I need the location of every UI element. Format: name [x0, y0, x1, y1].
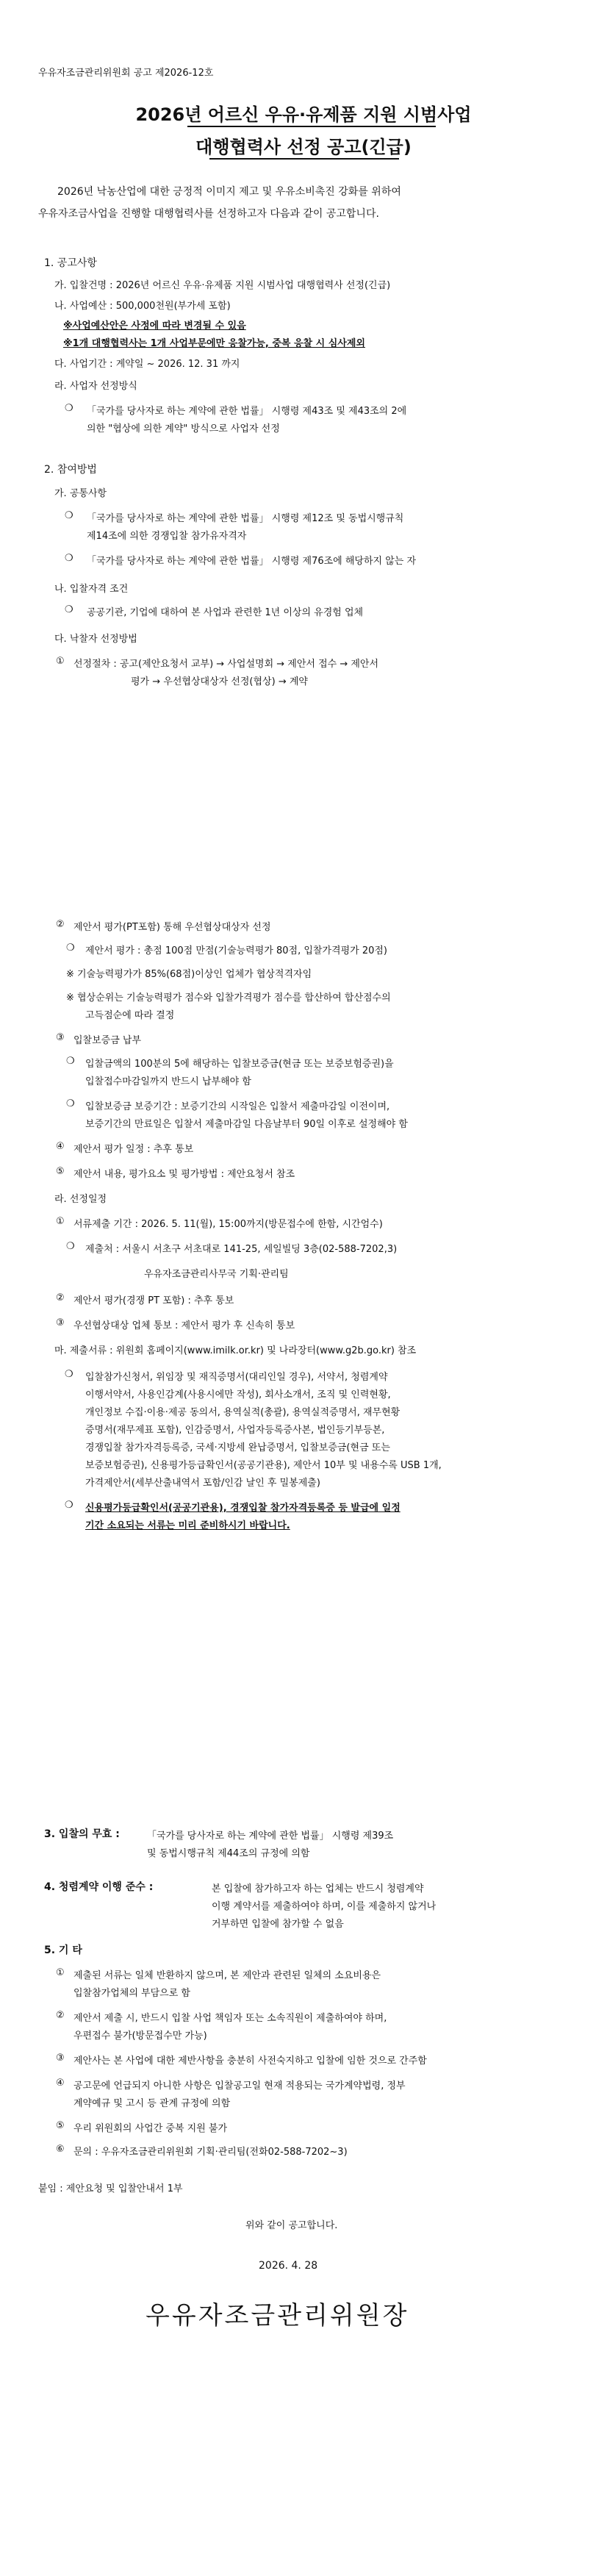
sec2-ra-2: 제안서 평가(경쟁 PT 포함) : 추후 통보 — [73, 1295, 234, 1306]
circle-4-icon: ④ — [56, 2078, 65, 2089]
circle-5-icon: ⑤ — [56, 2120, 65, 2131]
sec2-ma-item-1-line-6: 보증보험증권), 신용평가등급확인서(공공기관용), 제안서 10부 및 내용수록 USB 1개, — [85, 1460, 442, 1471]
sec2-ma-item-2b: 기간 소요되는 서류는 미리 준비하시기 바랍니다. — [85, 1520, 290, 1531]
sec5-item-2a: 제안서 제출 시, 반드시 입찰 사업 책임자 또는 소속직원이 제출하여야 하며, — [73, 2013, 387, 2024]
sec2-ga-item-1b: 제14조에 의한 경쟁입찰 참가유자격자 — [87, 531, 247, 542]
sec2-ra: 라. 선정일정 — [54, 1194, 107, 1205]
sec2-ra-1-item-2: 우유자조금관리사무국 기획·관리팀 — [144, 1269, 289, 1280]
issue-date: 2026. 4. 28 — [259, 2260, 318, 2272]
hollow-bullet-icon: ❍ — [65, 403, 73, 414]
sec2-ga-item-2: 「국가를 당사자로 하는 계약에 관한 법률」 시행령 제76조에 해당하지 않는 자 — [87, 556, 417, 567]
notice-number: 우유자조금관리위원회 공고 제2026-12호 — [38, 68, 214, 79]
sec2-da-4: 제안서 평가 일정 : 추후 통보 — [73, 1144, 194, 1155]
section-4-text-2: 이행 계약서를 제출하여야 하며, 이를 제출하지 않거나 — [212, 1901, 437, 1912]
sec5-item-6: 문의 : 우유자조금관리위원회 기획·관리팀(전화02-588-7202~3) — [73, 2147, 348, 2158]
title-underline-1 — [187, 126, 436, 127]
sec2-da-1b: 평가 → 우선협상대상자 선정(협상) → 계약 — [131, 676, 308, 687]
hollow-bullet-icon: ❍ — [66, 942, 75, 954]
hollow-bullet-icon: ❍ — [65, 1500, 73, 1511]
intro-line-2: 우유자조금사업을 진행할 대행협력사를 선정하고자 다음과 같이 공고합니다. — [38, 208, 379, 220]
sec2-da-3-item-2b: 보증기간의 만료일은 입찰서 제출마감일 다음날부터 90일 이후로 설정해야 함 — [85, 1119, 408, 1130]
sec2-da-3-item-1a: 입찰금액의 100분의 5에 해당하는 입찰보증금(현금 또는 보증보험증권)을 — [85, 1059, 394, 1070]
section-1-heading: 1. 공고사항 — [44, 257, 97, 269]
section-5-heading: 5. 기 타 — [44, 1944, 82, 1956]
sec2-ra-1: 서류제출 기간 : 2026. 5. 11(월), 15:00까지(방문접수에 한함, 시간엄수) — [73, 1219, 383, 1230]
hollow-bullet-icon: ❍ — [66, 1056, 75, 1067]
section-4-text-1: 본 입찰에 참가하고자 하는 업체는 반드시 청렴계약 — [212, 1883, 424, 1895]
circle-2-icon: ② — [56, 2010, 65, 2021]
sec2-na: 나. 입찰자격 조건 — [54, 584, 129, 595]
sec1-na: 나. 사업예산 : 500,000천원(부가세 포함) — [54, 301, 231, 312]
circle-5-icon: ⑤ — [56, 1166, 65, 1177]
sec2-ma-item-2a: 신용평가등급확인서(공공기관용), 경쟁입찰 참가자격등록증 등 발급에 일정 — [85, 1503, 401, 1514]
section-4-text-3: 거부하면 입찰에 참가할 수 없음 — [212, 1919, 344, 1930]
sec2-ga: 가. 공통사항 — [54, 488, 107, 499]
sec1-ra-item-2: 의한 "협상에 의한 계약" 방식으로 사업자 선정 — [87, 423, 280, 434]
closing-text: 위와 같이 공고합니다. — [245, 2220, 338, 2231]
sec2-da-1a: 선정절차 : 공고(제안요청서 교부) → 사업설명회 → 제안서 접수 → 제안서 — [73, 659, 379, 670]
title-line-2: 대행협력사 선정 공고(긴급) — [195, 137, 412, 157]
hollow-bullet-icon: ❍ — [65, 510, 73, 521]
hollow-bullet-icon: ❍ — [65, 1369, 73, 1380]
sec2-da-2-item: 제안서 평가 : 총점 100점 만점(기술능력평가 80점, 입찰가격평가 20점) — [85, 945, 388, 956]
sec2-da-2: 제안서 평가(PT포함) 통해 우선협상대상자 선정 — [73, 922, 271, 933]
sec2-ma-item-1-line-7: 가격제안서(세부산출내역서 포함/인감 날인 후 밀봉제출) — [85, 1478, 320, 1489]
sec2-da-2-note-2b: 고득점순에 따라 결정 — [85, 1010, 175, 1021]
sec5-item-4a: 공고문에 언급되지 아니한 사항은 입찰공고일 현재 적용되는 국가계약법령, 정부 — [73, 2081, 406, 2092]
section-4-label: 4. 청렴계약 이행 준수 : — [44, 1881, 154, 1893]
sec2-ra-3: 우선협상대상 업체 통보 : 제안서 평가 후 신속히 통보 — [73, 1320, 295, 1331]
sec5-item-3: 제안사는 본 사업에 대한 제반사항을 충분히 사전숙지하고 입찰에 임한 것으로 간주함 — [73, 2056, 427, 2067]
sec2-da-3: 입찰보증금 납부 — [73, 1035, 142, 1046]
attachment-note: 붙임 : 제안요청 및 입찰안내서 1부 — [38, 2183, 183, 2194]
sec2-da-2-note-2a: ※ 협상순위는 기술능력평가 점수와 입찰가격평가 점수를 합산하여 합산점수의 — [66, 992, 391, 1003]
title-line-1: 2026년 어르신 우유·유제품 지원 시범사업 — [135, 104, 472, 125]
circle-3-icon: ③ — [56, 1317, 65, 1328]
sec2-ma-item-1-line-2: 이행서약서, 사용인감계(사용시에만 작성), 회사소개서, 조직 및 인력현황, — [85, 1389, 391, 1400]
circle-1-icon: ① — [56, 1967, 65, 1978]
issuer-name: 우유자조금관리위원장 — [146, 2301, 409, 2330]
sec5-item-4b: 계약예규 및 고시 등 관계 규정에 의함 — [73, 2098, 231, 2109]
section-3-text-2: 및 동법시행규칙 제44조의 규정에 의함 — [147, 1848, 310, 1859]
sec2-da-3-item-2a: 입찰보증금 보증기간 : 보증기간의 시작일은 입찰서 제출마감일 이전이며, — [85, 1101, 390, 1112]
sec5-item-1a: 제출된 서류는 일체 반환하지 않으며, 본 제안과 관련된 일체의 소요비용은 — [73, 1970, 381, 1981]
hollow-bullet-icon: ❍ — [66, 1098, 75, 1109]
hollow-bullet-icon: ❍ — [66, 1241, 75, 1252]
section-2-heading: 2. 참여방법 — [44, 464, 97, 476]
circle-1-icon: ① — [56, 1216, 65, 1227]
sec1-da: 다. 사업기간 : 계약일 ~ 2026. 12. 31 까지 — [54, 359, 240, 370]
section-3-label: 3. 입찰의 무효 : — [44, 1828, 120, 1840]
intro-line-1: 2026년 낙농산업에 대한 긍정적 이미지 제고 및 우유소비촉진 강화를 위하여 — [57, 186, 401, 198]
sec2-da-5: 제안서 내용, 평가요소 및 평가방법 : 제안요청서 참조 — [73, 1169, 295, 1180]
circle-2-icon: ② — [56, 919, 65, 930]
sec2-ma-item-1-line-3: 개인정보 수집·이용·제공 동의서, 용역실적(총괄), 용역실적증명서, 재무현황 — [85, 1407, 401, 1418]
sec1-note-1: ※사업예산안은 사정에 따라 변경될 수 있음 — [63, 321, 246, 332]
sec1-note-2: ※1개 대행협력사는 1개 사업부문에만 응찰가능, 중복 응찰 시 심사제외 — [63, 338, 365, 349]
hollow-bullet-icon: ❍ — [65, 604, 73, 615]
sec2-ma: 마. 제출서류 : 위원회 홈페이지(www.imilk.or.kr) 및 나라장터(www.g2b.go.kr) 참조 — [54, 1345, 417, 1356]
circle-3-icon: ③ — [56, 2053, 65, 2064]
sec2-da-3-item-1b: 입찰접수마감일까지 반드시 납부해야 함 — [85, 1076, 251, 1087]
circle-2-icon: ② — [56, 1292, 65, 1303]
sec2-ga-item-1a: 「국가를 당사자로 하는 계약에 관한 법률」 시행령 제12조 및 동법시행규칙 — [87, 513, 404, 524]
sec1-ra: 라. 사업자 선정방식 — [54, 381, 137, 392]
sec2-ma-item-1-line-4: 증명서(재무제표 포함), 인감증명서, 사업자등록증사본, 법인등기부등본, — [85, 1425, 385, 1436]
sec5-item-5: 우리 위원회의 사업간 중복 지원 불가 — [73, 2123, 228, 2134]
sec2-na-item: 공공기관, 기업에 대하여 본 사업과 관련한 1년 이상의 유경험 업체 — [87, 607, 364, 618]
sec2-ma-item-1-line-5: 경쟁입찰 참가자격등록증, 국세·지방세 완납증명서, 입찰보증금(현금 또는 — [85, 1442, 390, 1453]
sec5-item-1b: 입찰참가업체의 부담으로 함 — [73, 1988, 190, 1999]
section-3-text-1: 「국가를 당사자로 하는 계약에 관한 법률」 시행령 제39조 — [147, 1831, 394, 1842]
sec5-item-2b: 우편접수 불가(방문접수만 가능) — [73, 2031, 207, 2042]
sec2-ra-1-item-1: 제출처 : 서울시 서초구 서초대로 141-25, 세일빌딩 3층(02-588-7202,3) — [85, 1244, 398, 1255]
title-underline-2 — [209, 158, 399, 160]
sec2-da: 다. 낙찰자 선정방법 — [54, 634, 137, 645]
circle-6-icon: ⑥ — [56, 2144, 65, 2155]
hollow-bullet-icon: ❍ — [65, 553, 73, 564]
sec1-ga: 가. 입찰건명 : 2026년 어르신 우유·유제품 지원 시범사업 대행협력사 선정(긴급) — [54, 280, 391, 291]
sec2-ma-item-1-line-1: 입찰참가신청서, 위임장 및 재직증명서(대리인일 경우), 서약서, 청렴계약 — [85, 1372, 388, 1383]
sec1-ra-item-1: 「국가를 당사자로 하는 계약에 관한 법률」 시행령 제43조 및 제43조의 2에 — [87, 406, 407, 417]
circle-1-icon: ① — [56, 656, 65, 667]
sec2-da-2-note-1: ※ 기술능력평가가 85%(68점)이상인 업체가 협상적격자임 — [66, 969, 312, 980]
circle-4-icon: ④ — [56, 1141, 65, 1152]
circle-3-icon: ③ — [56, 1032, 65, 1043]
